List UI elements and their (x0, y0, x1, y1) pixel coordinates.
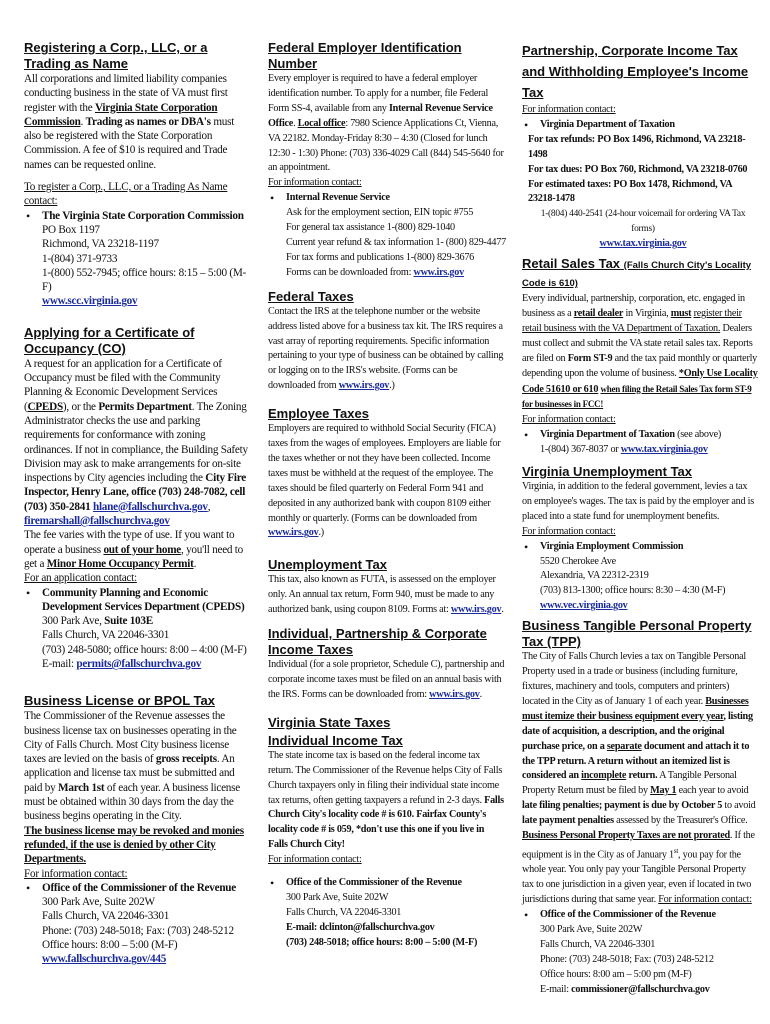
heading-ein: Federal Employer Identification Number (268, 40, 462, 71)
heading-virginia-state-taxes: Virginia State Taxes (268, 714, 391, 730)
vec-org-name: Virginia Employment Commission (540, 540, 684, 552)
vec-website-link[interactable]: www.vec.virginia.gov (540, 600, 628, 612)
irs-contact (268, 191, 506, 206)
retail-sales-paragraph: Every individual, partnership, corporation, etc. engaged in business as a retail dealer in Virginia, must register their retail business with the VA Department of Taxation. Dealers must collect and submit the VA state retail sales tax. Reports are filed on Form ST-9 and the tax paid monthly or quarterly depending upon the volume of business. *Only Use Locality Code 51610 or 610 when filing the Retail Sales Tax form ST-9 for businesses in FCC! (522, 293, 758, 410)
heading-individual-income-tax: Individual Income Tax (268, 732, 403, 748)
bpol-contact-label: For information contact: (24, 867, 128, 880)
commissioner-org-name: Office of the Commissioner of the Revenue (42, 881, 236, 894)
unemployment-irs-link[interactable]: www.irs.gov (450, 604, 502, 616)
va-income-tax-paragraph: The state income tax is based on the federal income tax return. The Commissioner of the Revenue helps City of Falls Church taxpayers only in filing their individual state income tax returns, often getting taxpayers a refund in 2-3 days. Falls Church City's locality code # is 610. Fairfax County's locality code # is 059, *don't use this one if you live in Falls Church City! (268, 749, 504, 851)
vec-contact (522, 540, 758, 555)
ein-contact-label: For information contact: (268, 177, 362, 189)
fire-inspector-email-link[interactable]: hlane@fallschurchva.gov (92, 500, 208, 513)
heading-retail-sales-tax: Retail Sales Tax (Falls Church City's Locality Code is 610) (522, 256, 752, 290)
unemployment-tax-paragraph: This tax, also known as FUTA, is assessed on the employer only. An annual tax return, Form 940, must be made to any authorized bank, using coupon 8109. Forms at: www.irs.gov. (268, 574, 504, 616)
commissioner-contact (24, 881, 252, 895)
income-taxes-paragraph: Individual (for a sole proprietor, Schedule C), partnership and corporate income taxes must be filed on an annual basis with the IRS. Forms can be downloaded from: www.irs.gov. (268, 659, 505, 700)
federal-taxes-irs-link[interactable]: www.irs.gov (338, 380, 390, 392)
heading-employee-taxes: Employee Taxes (268, 406, 369, 422)
certificate-occupancy-paragraph: A request for an application for a Certificate of Occupancy must be filed with the Community Planning & Economic Development Services (CPEDS), or the Permits Department. The Zoning Administrator checks the use and parking requirements for conformance with zoning ordinances. If not in compliance, the Building Safety Division may ask to make arrangements for on-site inspections by City agencies including the City Fire Inspector, Henry Lane, office (703) 248-7082, cell (703) 350-2841 hlane@fallschurchva.gov, firemarshall@fallschurchva.gov (24, 357, 248, 528)
scc-org-name: The Virginia State Corporation Commission (42, 209, 244, 222)
register-corp-paragraph: All corporations and limited liability companies conducting business in the state of VA must first register with the Virginia State Corporation Commission. Trading as names or DBA's must also be registered with the State Corporation Commission. A fee of $10 is required and Trade names can be requested online. (24, 73, 235, 171)
heading-certificate-occupancy: Applying for a Certificate of Occupancy (CO) (24, 324, 195, 356)
federal-taxes-paragraph: Contact the IRS at the telephone number or the website address listed above for a business tax kit. The IRS requires a vast array of reporting requirements. Specific information pertaining to your type of business can be obtained by calling or logging on to the IRS's website. (Forms can be downloaded from www.irs.gov.) (268, 305, 504, 392)
scc-website-link[interactable]: www.scc.virginia.gov (42, 295, 138, 308)
partnership-contact-label: For information contact: (522, 104, 616, 115)
ein-paragraph: Every employer is required to have a federal employer identification number. To apply for a number, file Federal Form SS-4, available from any Internal Revenue Service Office. Local office: 7980 Science Applications Ct, Vienna, VA 22182. Monday-Friday 8:30 – 4:30 (Closed for lunch 12:30 - 1:30) Phone: (703) 336-4029 Call (844) 545-5640 for an appointment. (268, 73, 504, 174)
retail-phone: 1-(804) 367-8037 or www.tax.virginia.gov (540, 444, 708, 456)
bpol-website-link[interactable]: www.fallschurchva.gov/445 (42, 953, 167, 966)
retail-va-taxation-contact: • Virginia Department of Taxation (see above) (522, 428, 758, 443)
column-middle (268, 40, 506, 951)
va-commissioner-contact (268, 876, 506, 891)
income-taxes-irs-link[interactable]: www.irs.gov (429, 688, 480, 700)
vec-address: 5520 Cherokee Ave Alexandria, VA 22312-2319 (703) 813-1300; office hours: 8:30 – 4:30 (M-F) www.vec.virginia.gov (540, 555, 726, 612)
heading-bpol: Business License or BPOL Tax (24, 693, 215, 709)
bpol-revoked-notice: The business license may be revoked and monies refunded, if the use is denied by other City Departments. (24, 824, 244, 866)
employee-taxes-paragraph: Employers are required to withhold Social Security (FICA) taxes from the wages of employees. Employers are liable for the taxes whether or not they have been collected. Income taxes must be withheld at the request of the employee. The taxes should be filed quarterly on Federal Form 941 and deposited in any authorized bank with coupon 8109 either monthly or quarterly. (Forms can be downloaded from www.irs.gov.) (268, 423, 501, 539)
tpp-commissioner-contact (522, 908, 758, 923)
column-right (522, 40, 758, 997)
scc-contact (24, 209, 252, 223)
column-left (24, 40, 252, 967)
retail-va-tax-link[interactable]: www.tax.virginia.gov (620, 444, 708, 456)
tpp-commissioner-org-name: Office of the Commissioner of the Revenue (540, 908, 716, 920)
va-commissioner-email: E-mail: dclinton@fallschurchva.gov (286, 921, 435, 933)
heading-va-unemployment-tax: Virginia Unemployment Tax (522, 464, 693, 480)
cpeds-contact (24, 586, 252, 615)
retail-contact-label: For information contact: (522, 414, 616, 426)
bpol-paragraph: The Commissioner of the Revenue assesses the business license tax on businesses operating in the City of Falls Church. Most City business license taxes are levied on the basis of gross receipts. An application and license tax must be submitted and paid by March 1st of each year. A business license must be obtained within 30 days from the day the business begins operating in the City. (24, 710, 240, 823)
irs-website-link[interactable]: www.irs.gov (413, 266, 464, 278)
fire-marshall-email-link[interactable]: firemarshall@fallschurchva.gov (24, 515, 170, 528)
heading-income-taxes: Individual, Partnership & Corporate Income Taxes (268, 626, 487, 658)
va-taxation-org-name: Virginia Department of Taxation (540, 118, 675, 130)
employee-taxes-irs-link[interactable]: www.irs.gov (268, 527, 319, 539)
va-commissioner-org-name: Office of the Commissioner of the Revenue (286, 877, 462, 889)
irs-details: Ask for the employment section, EIN topic #755 For general tax assistance 1-(800) 829-1040 Current year refund & tax information 1- (800) 829-4477 For tax forms and publications 1-(800) 829-3676 Forms can be downloaded from: www.irs.gov (286, 207, 506, 278)
tpp-commissioner-address: 300 Park Ave, Suite 202W Falls Church, VA 22046-3301 Phone: (703) 248-5018; Fax: (703) 248-5212 Office hours: 8:00 am – 5:00 pm (M-F) E-mail: commissioner@fallschurchva.gov (540, 923, 714, 995)
home-occupancy-paragraph: The fee varies with the type of use. If you want to operate a business out of your home, you'll need to get a Minor Home Occupancy Permit. (24, 529, 244, 570)
irs-org-name: Internal Revenue Service (286, 192, 390, 204)
commissioner-address: 300 Park Ave, Suite 202W Falls Church, VA 22046-3301 Phone: (703) 248-5018; Fax: (703) 248-5212 Office hours: 8:00 – 5:00 (M-F) www.fallschurchva.gov/445 (42, 896, 234, 966)
heading-tpp-tax: Business Tangible Personal Property Tax (TPP) (522, 618, 752, 650)
va-unemployment-contact-label: For information contact: (522, 525, 616, 537)
va-commissioner-address: 300 Park Ave, Suite 202W Falls Church, VA 22046-3301 E-mail: dclinton@fallschurchva.gov (703) 248-5018; office hours: 8:00 – 5:00 (M-F) (268, 891, 506, 951)
va-tax-website-link[interactable]: www.tax.virginia.gov (599, 238, 687, 250)
va-unemployment-paragraph: Virginia, in addition to the federal government, levies a tax on employee's wages. The tax is paid by the employer and is placed into a state fund for unemployment benefits. (522, 481, 754, 522)
heading-register-corp: Registering a Corp., LLC, or a Trading as Name (24, 40, 208, 71)
cpeds-contact-label: For an application contact: (24, 572, 137, 585)
tpp-commissioner-email: commissioner@fallschurchva.gov (571, 983, 710, 995)
va-income-contact-label: For information contact: (268, 854, 362, 866)
heading-partnership-withholding: Partnership, Corporate Income Tax and Withholding Employee's Income Tax (522, 43, 749, 100)
heading-unemployment-tax: Unemployment Tax (268, 557, 387, 573)
cpeds-address: 300 Park Ave, Suite 103E Falls Church, VA 22046-3301 (703) 248-5080; office hours: 8:00 – 4:00 (M-F) E-mail: permits@fallschurchva.gov (42, 615, 247, 670)
heading-federal-taxes: Federal Taxes (268, 288, 354, 304)
permits-email-link[interactable]: permits@fallschurchva.gov (76, 657, 202, 670)
scc-address: PO Box 1197 Richmond, VA 23218-1197 1-(804) 371-9733 1-(800) 552-7945; office hours: 8:15 – 5:00 (M-F) www.scc.virginia.gov (42, 223, 246, 308)
register-corp-contact-label: To register a Corp., LLC, or a Trading As Name contact: (24, 181, 228, 208)
va-taxation-addresses: For tax refunds: PO Box 1496, Richmond, VA 23218-1498 For tax dues: PO Box 760, Richmond, VA 23218-0760 For estimated taxes: PO Box 1478, Richmond, VA 23218-1478 1-(804) 440-2541 (24-hour voicemail for ordering VA Tax forms) www.tax.virginia.gov (528, 133, 748, 250)
cpeds-org-name: Community Planning and Economic Development Services Department (CPEDS) (42, 586, 245, 613)
va-taxation-contact (522, 118, 758, 133)
tpp-paragraph: The City of Falls Church levies a tax on Tangible Personal Property used in a trade or business (including furniture, fixtures, machinery and tools, computers and printers) located in the City as of January 1 of each year. Businesses must itemize their business equipment every year, listing date of acquisition, a description, and the original purchase price, on a separate document and attach it to the TPP return. A return without an itemized list is considered an incomplete return. A Tangible Personal Property Return must be filed by May 1 each year to avoid late filing penalties; payment is due by October 5 to avoid late payment penalties assessed by the Treasurer's Office. Business Personal Property Taxes are not prorated. If the equipment is in the City as of January 1st, you pay for the whole year. You only pay your Tangible Personal Property tax to one jurisdiction in a given year, even if located in two jurisdictions during that same year. For information contact: (522, 651, 756, 906)
